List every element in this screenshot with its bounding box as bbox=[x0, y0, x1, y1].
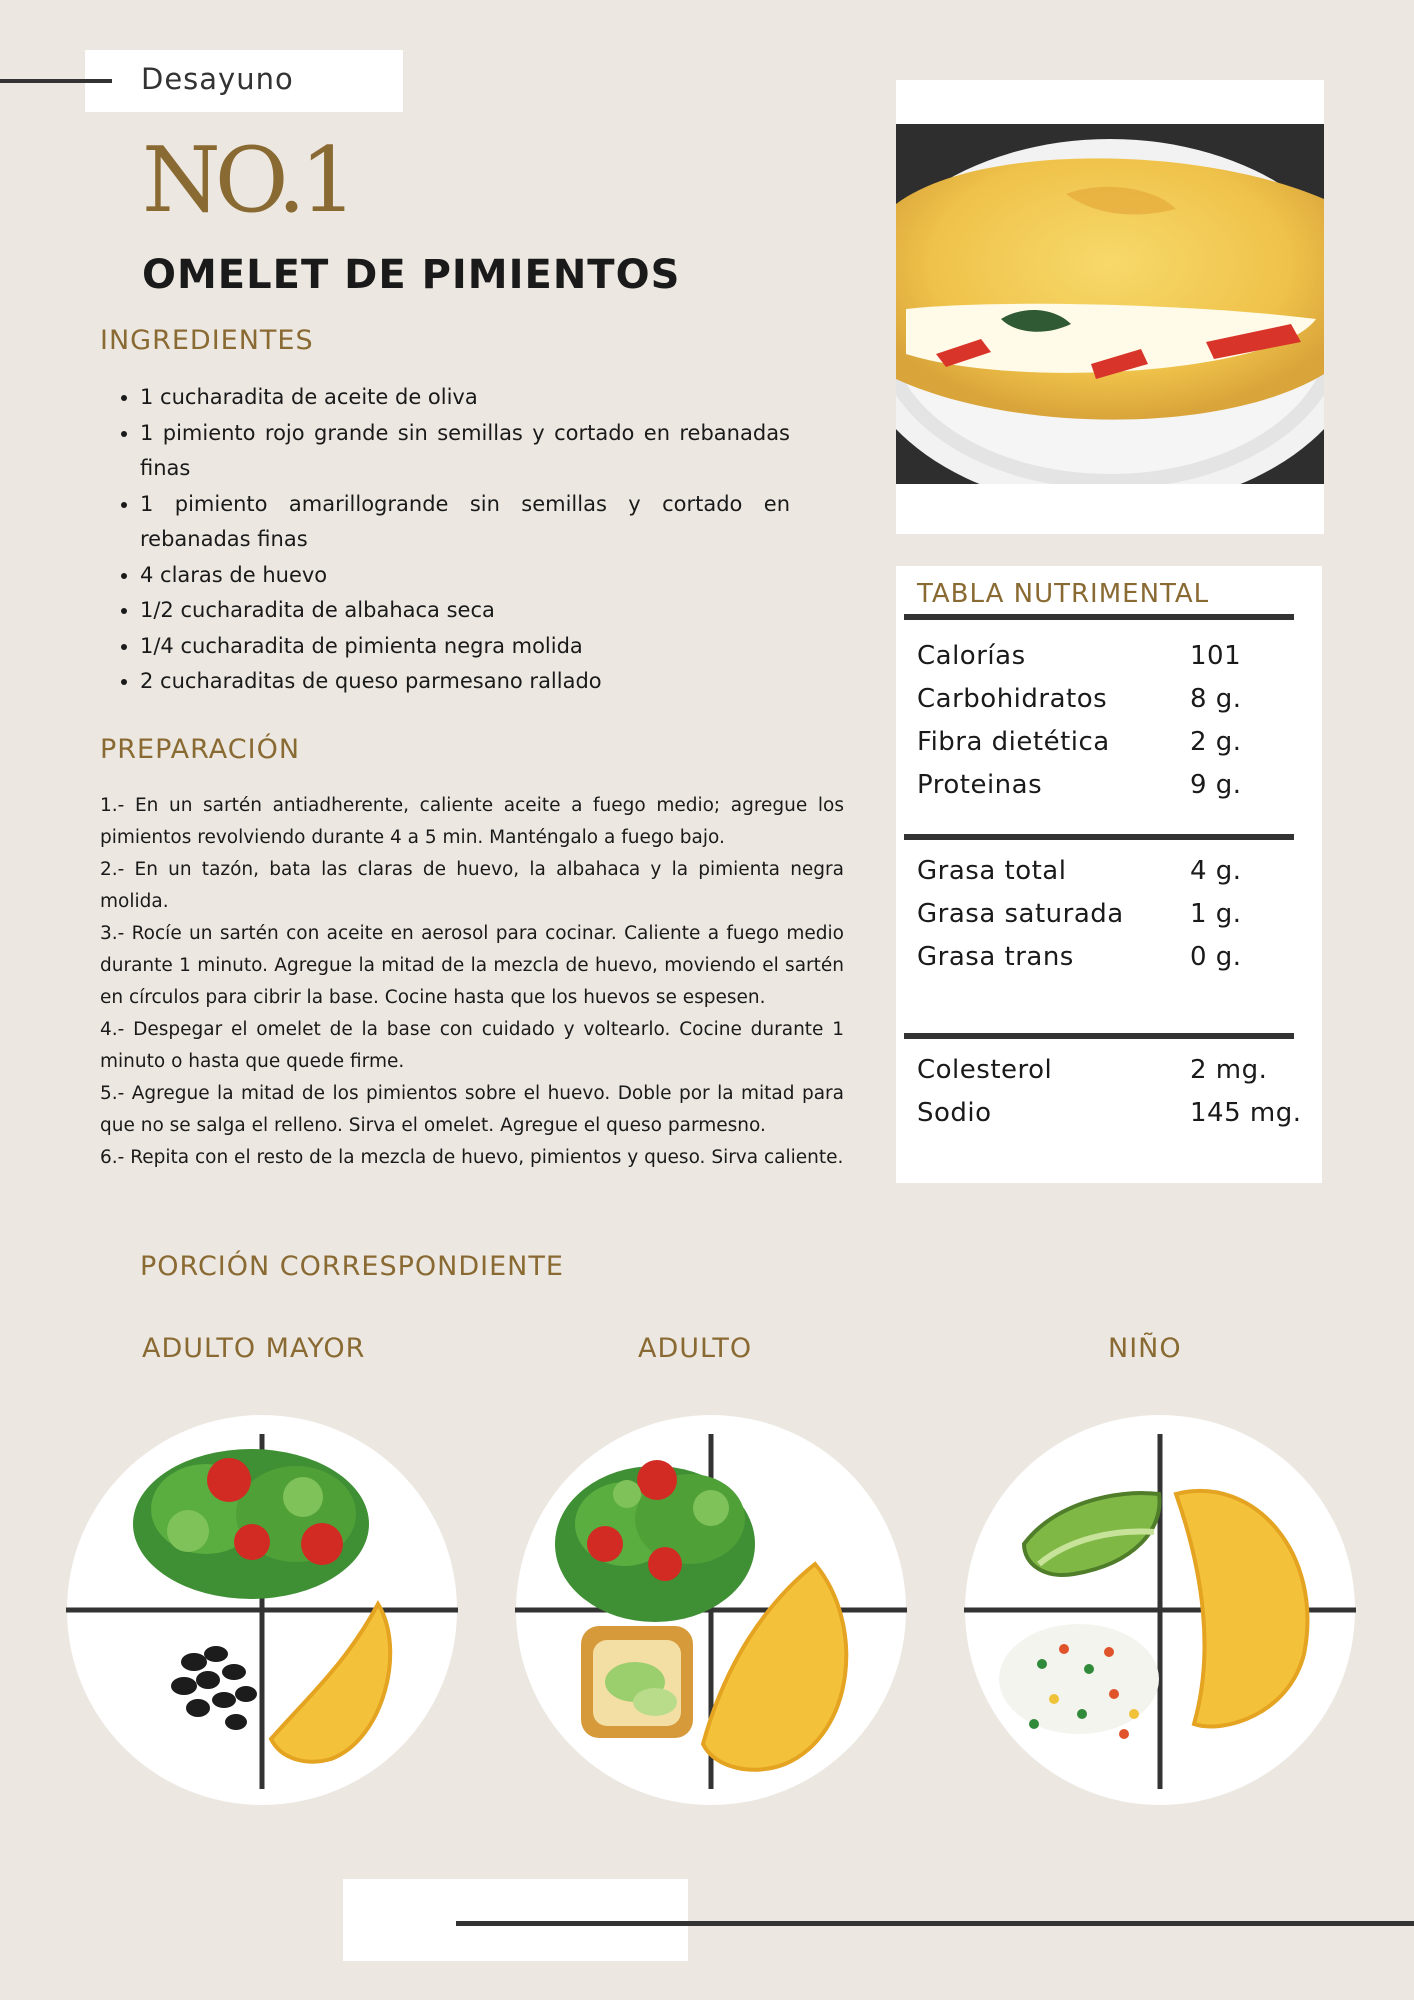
nutrition-value: 101 bbox=[1190, 641, 1242, 671]
nutrition-label: Grasa total bbox=[917, 856, 1067, 886]
category-tag-line bbox=[0, 79, 112, 83]
nutrition-label: Calorías bbox=[917, 641, 1026, 671]
nutrition-value: 8 g. bbox=[1190, 684, 1242, 714]
nutrition-divider bbox=[904, 834, 1294, 840]
list-item: • 2 cucharaditas de queso parmesano rallado bbox=[140, 664, 790, 700]
list-item: • 1/2 cucharadita de albahaca seca bbox=[140, 593, 790, 629]
nutrition-heading: TABLA NUTRIMENTAL bbox=[917, 579, 1210, 609]
nutrition-label: Carbohidratos bbox=[917, 684, 1108, 714]
nutrition-value: 145 mg. bbox=[1190, 1098, 1302, 1128]
nutrition-value: 2 mg. bbox=[1190, 1055, 1268, 1085]
toast-icon bbox=[581, 1626, 693, 1738]
list-item: • 1/4 cucharadita de pimienta negra molida bbox=[140, 629, 790, 665]
nutrition-value: 0 g. bbox=[1190, 942, 1242, 972]
footer-line bbox=[456, 1921, 1414, 1926]
nutrition-divider bbox=[904, 614, 1294, 620]
plate-adult bbox=[515, 1414, 907, 1806]
footer-box bbox=[343, 1879, 688, 1961]
salad-icon bbox=[133, 1449, 369, 1599]
list-item: • 1 pimiento rojo grande sin semillas y cortado en rebanadas finas bbox=[140, 416, 790, 487]
preparation-steps bbox=[100, 790, 844, 1174]
nutrition-label: Sodio bbox=[917, 1098, 992, 1128]
omelet-photo bbox=[896, 124, 1324, 484]
nutrition-label: Proteinas bbox=[917, 770, 1043, 800]
plate-senior bbox=[66, 1414, 458, 1806]
list-item: • 1 cucharadita de aceite de oliva bbox=[140, 380, 790, 416]
nutrition-label: Colesterol bbox=[917, 1055, 1053, 1085]
nutrition-label: Fibra dietética bbox=[917, 727, 1110, 757]
nutrition-label: Grasa trans bbox=[917, 942, 1074, 972]
preparation-step: 5.- Agregue la mitad de los pimientos sobre el huevo. Doble por la mitad para que no se salga el relleno. Sirva el omelet. Agregue el queso parmesno. bbox=[100, 1083, 844, 1136]
nutrition-value: 2 g. bbox=[1190, 727, 1242, 757]
nutrition-label: Grasa saturada bbox=[917, 899, 1124, 929]
preparation-step: 6.- Repita con el resto de la mezcla de huevo, pimientos y queso. Sirva caliente. bbox=[100, 1147, 844, 1168]
recipe-number: NO.1 bbox=[142, 128, 352, 233]
portion-label-child: NIÑO bbox=[1108, 1333, 1182, 1364]
nutrition-value: 1 g. bbox=[1190, 899, 1242, 929]
recipe-title: OMELET DE PIMIENTOS bbox=[142, 252, 681, 298]
nutrition-divider bbox=[904, 1033, 1294, 1039]
preparation-step: 1.- En un sartén antiadherente, caliente aceite a fuego medio; agregue los pimientos revolviendo durante 4 a 5 min. Manténgalo a fuego bajo. bbox=[100, 795, 844, 848]
portion-label-senior: ADULTO MAYOR bbox=[142, 1333, 366, 1364]
ingredients-list bbox=[112, 380, 790, 700]
plate-child bbox=[964, 1414, 1356, 1806]
portion-heading: PORCIÓN CORRESPONDIENTE bbox=[140, 1251, 564, 1282]
preparation-step: 2.- En un tazón, bata las claras de huevo, la albahaca y la pimienta negra molida. bbox=[100, 859, 844, 912]
preparation-heading: PREPARACIÓN bbox=[100, 734, 301, 765]
category-tag: Desayuno bbox=[141, 62, 294, 96]
list-item: • 1 pimiento amarillogrande sin semillas y cortado en rebanadas finas bbox=[140, 487, 790, 558]
ingredients-heading: INGREDIENTES bbox=[100, 325, 314, 356]
list-item: • 4 claras de huevo bbox=[140, 558, 790, 594]
portion-label-adult: ADULTO bbox=[638, 1333, 753, 1364]
nutrition-value: 9 g. bbox=[1190, 770, 1242, 800]
nutrition-value: 4 g. bbox=[1190, 856, 1242, 886]
preparation-step: 3.- Rocíe un sartén con aceite en aerosol para cocinar. Caliente a fuego medio durante 1 minuto. Agregue la mitad de la mezcla de huevo, moviendo el sartén en círculos para cibrir la base. Cocine hasta que los huevos se espesen. bbox=[100, 923, 844, 1008]
preparation-step: 4.- Despegar el omelet de la base con cuidado y voltearlo. Cocine durante 1 minuto o hasta que quede firme. bbox=[100, 1019, 844, 1072]
